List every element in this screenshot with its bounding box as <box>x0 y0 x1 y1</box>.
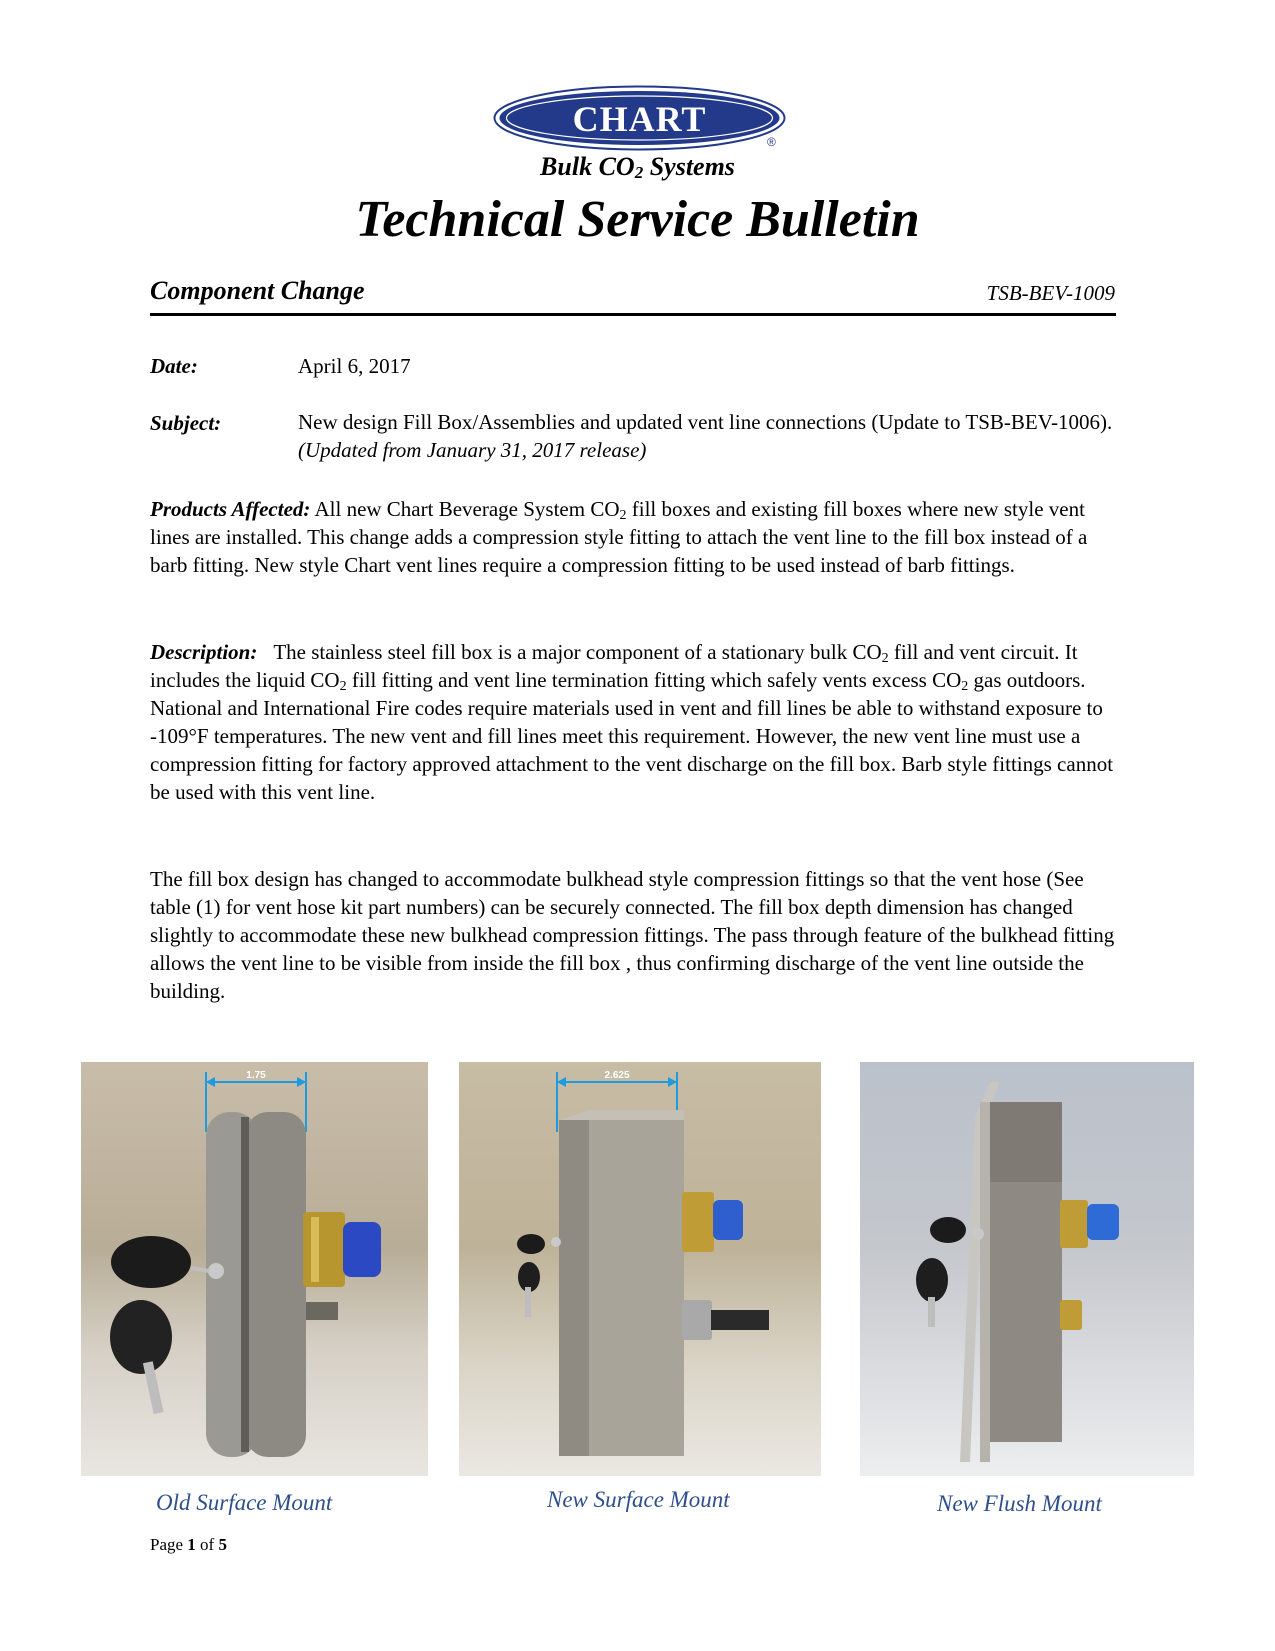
new-flush-mount-photo <box>860 1062 1194 1476</box>
chart-logo <box>493 85 786 151</box>
subject-note: (Updated from January 31, 2017 release) <box>298 438 647 462</box>
caption-new-surface-mount: New Surface Mount <box>547 1487 730 1512</box>
page-number: Page 1 of 5 <box>150 1535 227 1554</box>
caption-old-surface-mount: Old Surface Mount <box>156 1490 333 1515</box>
date-value: April 6, 2017 <box>298 354 411 378</box>
fill-box-paragraph: The fill box design has changed to accommodate bulkhead style compression fittings so that the vent hose (See table (1) for vent hose kit part numbers) can be securely connected. The fill box depth dimension has changed slightly to accommodate these new bulkhead compression fittings. The pass through feature of the bulkhead fitting allows the vent line to be visible from inside the fill box , thus confirming discharge of the vent line outside the building. <box>150 867 1115 1003</box>
subject-label: Subject: <box>150 411 222 435</box>
new-surface-mount-photo <box>459 1062 821 1476</box>
dimension-label: 1.75 <box>246 1070 266 1081</box>
date-label: Date: <box>150 354 198 378</box>
products-affected-label: Products Affected: <box>150 497 311 521</box>
document-number: TSB-BEV-1009 <box>986 281 1115 305</box>
page-title: Technical Service Bulletin <box>355 191 920 248</box>
caption-new-flush-mount: New Flush Mount <box>937 1491 1102 1516</box>
old-surface-mount-photo <box>81 1062 428 1476</box>
description-paragraph: Description: The stainless steel fill box is a major component of a stationary bulk $CO_2$ fill and vent circuit. It includes the liquid $CO_2$ fill fitting and vent line termination fitting which safely vents excess $CO_2$ gas outdoors. National and International Fire codes require materials used in vent and fill lines be able to withstand exposure to -109°F temperatures. The new vent and fill lines meet this requirement. However, the new vent line must use a compression fitting for factory approved attachment to the vent discharge on the fill box. Barb style fittings cannot be used with this vent line. <box>150 640 1114 804</box>
logo-text: CHART <box>572 99 707 139</box>
description-label: Description: <box>150 640 258 664</box>
dimension-label: 2.625 <box>604 1070 630 1081</box>
registered-mark: ® <box>767 135 776 149</box>
section-title: Component Change <box>150 276 365 305</box>
header-divider <box>150 313 1116 316</box>
subtitle: Bulk $CO_2$ Systems <box>540 152 735 182</box>
products-affected-paragraph: Products Affected: All new Chart Beverage System $CO_2$ fill boxes and existing fill boxes where new style vent lines are installed. This change adds a compression style fitting to attach the vent line to the fill box instead of a barb fitting. New style Chart vent lines require a compression fitting to be used instead of barb fittings. <box>150 497 1088 577</box>
subject-value: New design Fill Box/Assemblies and updated vent line connections (Update to TSB-BEV-1006). (Updated from January 31, 2017 release) <box>298 410 1113 462</box>
